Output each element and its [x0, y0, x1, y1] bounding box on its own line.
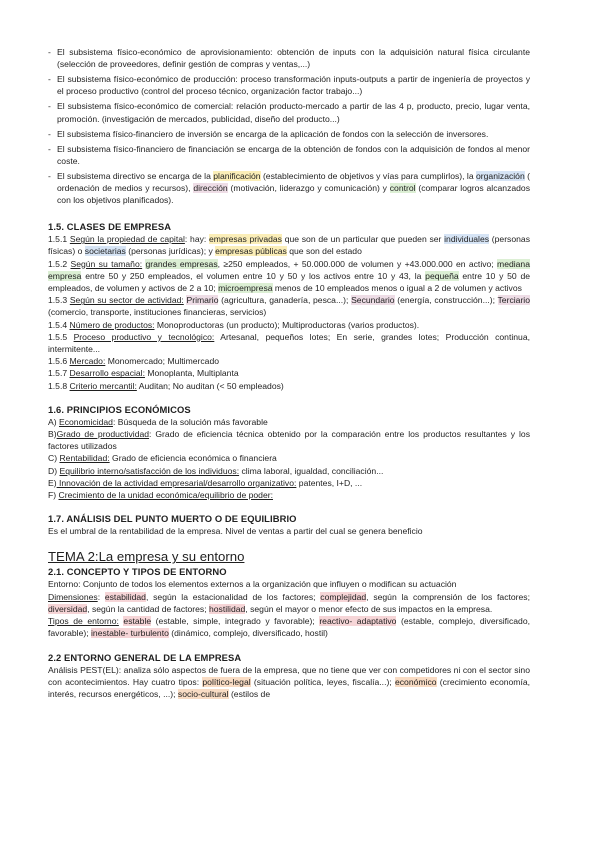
text: (personas físicas) o	[48, 234, 530, 257]
highlight-publicas: empresas públicas	[215, 246, 287, 257]
text: entre 50 y 250 empleados, el volumen entre 10 y 50 y los activos entre 10 y 43, la	[81, 270, 426, 281]
item-number: 1.5.6	[48, 356, 70, 367]
principle-a	[48, 416, 530, 428]
principle-f	[48, 489, 530, 501]
paragraph-pest	[48, 664, 530, 701]
list-item: - El subsistema físico-financiero de financiación se encarga de la obtención de fondos con la adquisición de fondos al menor coste.	[48, 143, 530, 167]
highlight-pequena: pequeña	[425, 270, 459, 281]
item-number: 1.5.3	[48, 295, 70, 306]
highlight-estable: estable	[123, 616, 152, 627]
paragraph-1-5-2	[48, 258, 530, 295]
text: que son del estado	[286, 246, 362, 257]
tema-2-title: TEMA 2:La empresa y su entorno	[48, 549, 245, 565]
highlight-economico: económico	[394, 676, 437, 687]
text: (estable, complejo, diversificado, favorable);	[48, 616, 530, 639]
text: , según la cantidad de factores;	[87, 603, 209, 614]
paragraph-dimensiones	[48, 591, 530, 615]
section-heading-2-1: 2.1. CONCEPTO Y TIPOS DE ENTORNO	[48, 566, 227, 578]
paragraph-1-5-6	[48, 355, 530, 367]
text: Artesanal, pequeños lotes; En serie, grandes lotes; Producción continua, intermitente...	[48, 331, 530, 355]
text: (crecimiento economía, interés, recursos energéticos, ...);	[48, 676, 531, 699]
text: (agricultura, ganadería, pesca...);	[218, 295, 352, 306]
principle-d	[48, 465, 530, 477]
highlight-estabilidad: estabilidad	[104, 591, 146, 602]
item-number: 1.5.8	[48, 380, 70, 391]
highlight-individuales: individuales	[444, 234, 490, 245]
principle-c	[48, 452, 530, 464]
text: Auditan; No auditan (< 50 empleados)	[136, 380, 284, 391]
item-letter: A)	[48, 416, 59, 427]
criterion-label: Proceso productivo y tecnológico:	[73, 331, 215, 342]
item-number: 1.5.2	[48, 258, 71, 269]
principle-name: Grado de productividad	[56, 429, 150, 440]
text: : hay:	[184, 234, 210, 245]
highlight-organizacion: organización	[476, 170, 525, 181]
criterion-label: Número de productos:	[69, 319, 155, 330]
principle-name: Crecimiento de la unidad económica/equilibrio de poder:	[58, 490, 273, 501]
principle-name: Rentabilidad:	[59, 453, 110, 464]
criterion-label: Mercado:	[69, 356, 106, 367]
text: : Búsqueda de la solución más favorable	[112, 416, 268, 427]
criterion-label: Según la propiedad de capital	[69, 234, 185, 245]
highlight-hostilidad: hostilidad	[209, 603, 246, 614]
section-heading-1-6: 1.6. PRINCIPIOS ECONÓMICOS	[48, 403, 191, 415]
text: que son de un particular que pueden ser	[281, 234, 445, 245]
highlight-direccion: dirección	[193, 183, 228, 194]
text: patentes, I+D, ...	[296, 477, 363, 488]
text: :	[97, 591, 105, 602]
highlight-micro: microempresa	[218, 283, 273, 294]
highlight-secundario: Secundario	[351, 295, 395, 306]
section-heading-1-5: 1.5. CLASES DE EMPRESA	[48, 221, 172, 233]
text: entre 10 y 50 de empleados, de volumen y activos de 2 a 10;	[48, 270, 531, 294]
highlight-politico: político-legal	[202, 676, 251, 687]
item-number: 1.5.7	[48, 368, 70, 379]
section-heading-2-2: 2.2 ENTORNO GENERAL DE LA EMPRESA	[48, 651, 242, 663]
text: Análisis PEST(EL): analiza sólo aspectos de fuera de la empresa, que no tiene que ver con competidores ni con el sector sino con acontecimientos. Hay cuatro tipos:	[48, 664, 530, 687]
principle-e	[48, 477, 530, 489]
criterion-label: Según su sector de actividad:	[69, 295, 184, 306]
text: (comercio, transporte, instituciones financieras, servicios)	[48, 307, 267, 318]
dimensiones-label: Dimensiones	[48, 591, 98, 602]
paragraph-1-5-3	[48, 294, 530, 318]
list-item: - El subsistema físico-económico de producción: proceso transformación inputs-outputs a partir de ingeniería de proyectos y el proceso productivo (control del proceso técnico, organización factor trabajo...)	[48, 73, 530, 97]
list-item: - El subsistema físico-financiero de inversión se encarga de la aplicación de fondos con la selección de inversores.	[48, 128, 530, 140]
item-number: 1.5.5	[48, 331, 74, 342]
text: Monoproductoras (un producto); Multiproductoras (varios productos).	[154, 319, 420, 330]
highlight-inestable: inestable- turbulento	[91, 628, 169, 639]
criterion-label: Según su tamaño:	[70, 258, 143, 269]
text: (comparar logros alcanzados con los objetivos planificados).	[57, 183, 530, 206]
text: clima laboral, igualdad, conciliación...	[239, 465, 384, 476]
text: menos de 10 empleados menos o igual a 2 de volumen y activos	[272, 283, 522, 294]
highlight-privadas: empresas privadas	[209, 234, 282, 245]
text: (situación política, leyes, fiscalía...);	[250, 676, 395, 687]
text: , ≥250 empleados, + 50.000.000 de volumen y +43.000.000 en activo;	[217, 258, 498, 269]
text: , según la estacionalidad de los factores;	[145, 591, 321, 602]
highlight-complejidad: complejidad	[320, 591, 367, 602]
item-letter: F)	[48, 490, 59, 501]
text: , según la comprensión de los factores;	[366, 591, 530, 602]
text: Monomercado; Multimercado	[105, 356, 220, 367]
text: Grado de eficiencia económica o financiera	[109, 453, 277, 464]
highlight-control: control	[389, 183, 416, 194]
principle-name: Innovación de la actividad empresarial/desarrollo organizativo:	[56, 477, 297, 488]
item-letter: D)	[48, 465, 60, 476]
text: (estilos de	[228, 688, 271, 699]
text: (energía, construcción...);	[394, 295, 498, 306]
text: ( ordenación de medios y recursos),	[57, 170, 531, 194]
text: (estable, simple, integrado y favorable);	[151, 616, 320, 627]
paragraph-1-5-4	[48, 319, 530, 331]
item-letter: E)	[48, 477, 57, 488]
text: , según el mayor o menor efecto de sus impactos en la empresa.	[245, 603, 493, 614]
item-letter: C)	[48, 453, 60, 464]
item-number: 1.5.4	[48, 319, 70, 330]
highlight-terciario: Terciario	[497, 295, 530, 306]
list-item-directivo	[48, 170, 530, 207]
highlight-reactivo: reactivo- adaptativo	[319, 616, 397, 627]
list-item: - El subsistema físico-económico de comercial: relación producto-mercado a partir de las 4 p, producto, precio, lugar venta, promoción. (investigación de mercados, publicidad, diseño del producto...)	[48, 100, 530, 124]
highlight-societarias: societarias	[84, 246, 126, 257]
paragraph-1-5-1	[48, 233, 530, 257]
principle-name: Economicidad	[58, 416, 113, 427]
item-letter: B)	[48, 429, 57, 440]
section-heading-1-7: 1.7. ANÁLISIS DEL PUNTO MUERTO O DE EQUILIBRIO	[48, 513, 297, 525]
paragraph-1-5-5	[48, 331, 530, 355]
criterion-label: Criterio mercantil:	[69, 380, 137, 391]
principle-b	[48, 428, 530, 452]
highlight-grandes: grandes empresas	[145, 258, 218, 269]
list-item: - El subsistema físico-económico de aprovisionamiento: obtención de inputs con la adquisición natural física circulante (selección de proveedores, definir gestión de compras y ventas,...)	[48, 46, 530, 70]
criterion-label: Desarrollo espacial:	[69, 368, 145, 379]
text: (dinámico, complejo, diversificado, hostil)	[168, 628, 328, 639]
principle-name: Equilibrio interno/satisfacción de los individuos:	[59, 465, 240, 476]
paragraph-entorno: Entorno: Conjunto de todos los elementos externos a la organización que influyen o modifican su actuación	[48, 579, 457, 590]
text: El subsistema directivo se encarga de la	[57, 170, 214, 181]
text: Monoplanta, Multiplanta	[144, 368, 239, 379]
highlight-primario: Primario	[186, 295, 219, 306]
paragraph-tipos	[48, 615, 530, 639]
text: : Grado de eficiencia técnica obtenido por la comparación entre los productos resultantes y los factores utilizados	[48, 429, 531, 452]
subsystems-list	[48, 46, 530, 206]
text: (motivación, liderazgo y comunicación) y	[227, 183, 390, 194]
paragraph-1-5-7	[48, 367, 530, 379]
highlight-diversidad: diversidad	[48, 603, 88, 614]
text: (establecimiento de objetivos y vías para cumplirlos), la	[260, 170, 477, 181]
paragraph-1-5-8	[48, 380, 530, 392]
item-number: 1.5.1	[48, 234, 70, 245]
tipos-label: Tipos de entorno:	[48, 616, 119, 627]
highlight-mediana: mediana empresa	[48, 258, 530, 281]
highlight-planificacion: planificación	[213, 170, 261, 181]
text: (personas jurídicas); y	[125, 246, 216, 257]
paragraph-1-7: Es el umbral de la rentabilidad de la empresa. Nivel de ventas a partir del cual se genera beneficio	[48, 526, 423, 537]
document-page	[48, 46, 530, 700]
highlight-sociocultural: socio-cultural	[177, 688, 229, 699]
